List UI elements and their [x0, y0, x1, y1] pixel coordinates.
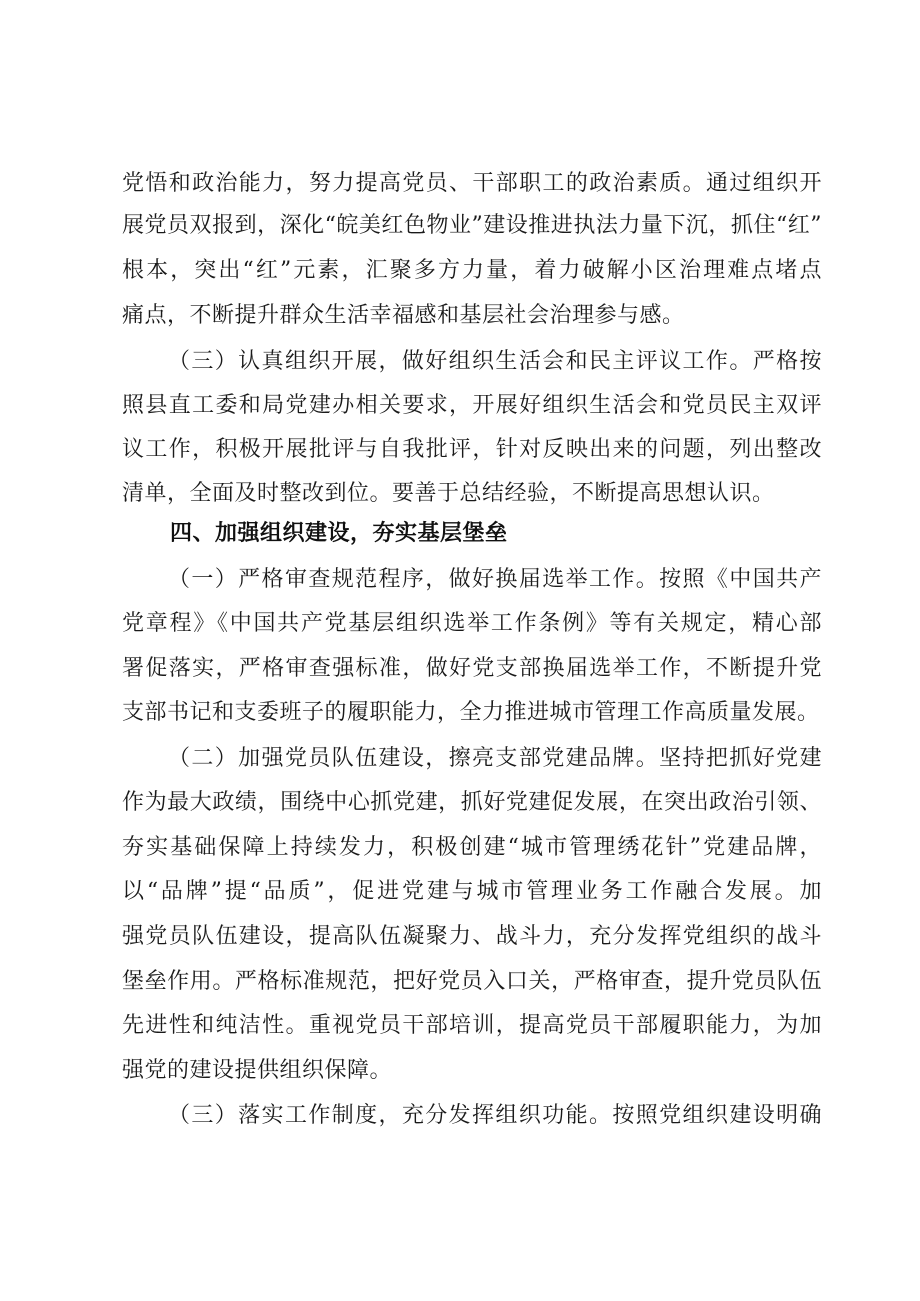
paragraph-line: （二）加强党员队伍建设，擦亮支部党建品牌。坚持把抓好党建 — [168, 746, 822, 771]
paragraph-line: 党章程》《中国共产党基层组织选举工作条例》等有关规定，精心部 — [122, 611, 822, 636]
section-heading: 四、加强组织建设，夯实基层堡垒 — [170, 521, 508, 546]
paragraph-line: 强党员队伍建设，提高队伍凝聚力、战斗力，充分发挥党组织的战斗 — [122, 924, 822, 949]
paragraph-line: 根本，突出“红”元素，汇聚多方力量，着力破解小区治理难点堵点 — [122, 258, 822, 283]
paragraph-line: 署促落实，严格审查强标准，做好党支部换届选举工作，不断提升党 — [122, 656, 822, 681]
paragraph-line: 展党员双报到，深化“皖美红色物业”建设推进执法力量下沉，抓住“红” — [122, 213, 822, 238]
paragraph-line: 先进性和纯洁性。重视党员干部培训，提高党员干部履职能力，为加 — [122, 1013, 822, 1038]
paragraph-line: 照县直工委和局党建办相关要求，开展好组织生活会和党员民主双评 — [122, 393, 822, 418]
paragraph-line: 痛点，不断提升群众生活幸福感和基层社会治理参与感。 — [122, 303, 685, 328]
paragraph-line: 以“品牌”提“品质”，促进党建与城市管理业务工作融合发展。加 — [122, 879, 822, 904]
paragraph-line: 强党的建设提供组织保障。 — [122, 1058, 393, 1083]
paragraph-line: 堡垒作用。严格标准规范，把好党员入口关，严格审查，提升党员队伍 — [122, 969, 822, 994]
paragraph-line: （一）严格审查规范程序，做好换届选举工作。按照《中国共产 — [168, 567, 822, 592]
paragraph-line: （三）落实工作制度，充分发挥组织功能。按照党组织建设明确 — [168, 1103, 822, 1128]
paragraph-line: 支部书记和支委班子的履职能力，全力推进城市管理工作高质量发展。 — [122, 700, 820, 725]
paragraph-line: 党悟和政治能力，努力提高党员、干部职工的政治素质。通过组织开 — [122, 171, 822, 196]
paragraph-line: 作为最大政绩，围绕中心抓党建，抓好党建促发展，在突出政治引领、 — [122, 790, 822, 815]
paragraph-line: （三）认真组织开展，做好组织生活会和民主评议工作。严格按 — [168, 349, 822, 374]
paragraph-line: 夯实基础保障上持续发力，积极创建“城市管理绣花针”党建品牌， — [122, 835, 822, 860]
paragraph-line: 议工作，积极开展批评与自我批评，针对反映出来的问题，列出整改 — [122, 437, 822, 462]
paragraph-line: 清单，全面及时整改到位。要善于总结经验，不断提高思想认识。 — [122, 481, 775, 506]
